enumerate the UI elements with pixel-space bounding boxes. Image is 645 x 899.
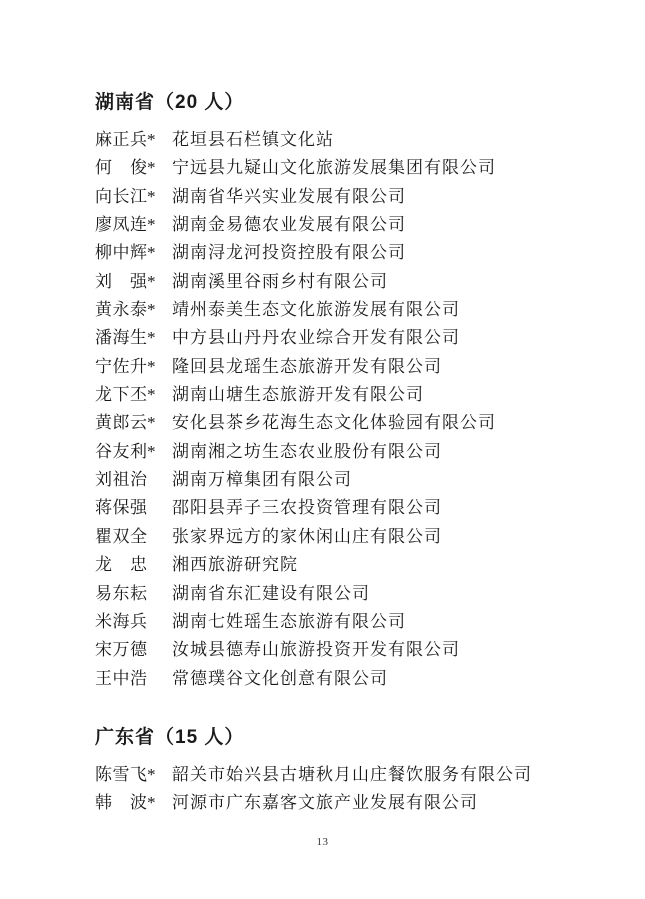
asterisk-marker: * — [147, 385, 156, 405]
list-item — [95, 409, 615, 437]
list-item — [95, 466, 615, 494]
list-item — [95, 636, 615, 664]
organization: 邵阳县弄子三农投资管理有限公司 — [172, 498, 442, 518]
asterisk-marker: * — [147, 215, 156, 235]
name-block — [95, 665, 172, 693]
asterisk-marker: * — [147, 186, 156, 206]
person-name: 龙 忠 — [95, 555, 147, 575]
name-block — [95, 789, 172, 817]
list-item — [95, 211, 615, 239]
person-name: 宋万德 — [95, 640, 147, 660]
organization: 隆回县龙瑶生态旅游开发有限公司 — [172, 356, 442, 376]
person-name: 廖凤连 — [95, 215, 147, 235]
person-name: 潘海生 — [95, 328, 147, 348]
organization: 湘西旅游研究院 — [172, 555, 298, 575]
organization: 湖南省东汇建设有限公司 — [172, 583, 370, 603]
organization: 韶关市始兴县古塘秋月山庄餐饮服务有限公司 — [172, 764, 532, 784]
name-block — [95, 183, 172, 211]
organization: 湖南万樟集团有限公司 — [172, 470, 352, 490]
name-block — [95, 126, 172, 154]
person-name: 刘 强 — [95, 271, 147, 291]
asterisk-marker: * — [147, 328, 156, 348]
person-name: 麻正兵 — [95, 130, 147, 149]
list-item — [95, 494, 615, 522]
asterisk-marker: * — [147, 413, 156, 433]
name-block — [95, 296, 172, 324]
name-block — [95, 154, 172, 182]
asterisk-marker: * — [147, 158, 156, 178]
asterisk-marker: * — [147, 441, 156, 461]
person-name: 何 俊 — [95, 158, 147, 178]
organization: 湖南山塘生态旅游开发有限公司 — [172, 385, 424, 405]
organization: 花垣县石栏镇文化站 — [172, 130, 334, 149]
organization: 常德璞谷文化创意有限公司 — [172, 668, 388, 688]
section-title-hunan: 湖南省（20 人） — [95, 92, 245, 113]
organization: 汝城县德寿山旅游投资开发有限公司 — [172, 640, 460, 660]
list-item — [95, 296, 615, 324]
name-block — [95, 551, 172, 579]
asterisk-marker: * — [147, 764, 156, 784]
name-block — [95, 466, 172, 494]
organization: 宁远县九疑山文化旅游发展集团有限公司 — [172, 158, 496, 178]
person-name: 宁佐升 — [95, 356, 147, 376]
list-item — [95, 608, 615, 636]
person-name: 刘祖治 — [95, 470, 147, 490]
list-item — [95, 580, 615, 608]
list-item — [95, 523, 615, 551]
organization: 湖南七姓瑶生态旅游有限公司 — [172, 611, 406, 631]
organization: 河源市广东嘉客文旅产业发展有限公司 — [172, 793, 478, 813]
name-block — [95, 761, 172, 789]
organization: 安化县茶乡花海生态文化体验园有限公司 — [172, 413, 496, 433]
name-block — [95, 523, 172, 551]
name-block — [95, 409, 172, 437]
list-item — [95, 381, 615, 409]
name-block — [95, 353, 172, 381]
person-name: 米海兵 — [95, 611, 147, 631]
list-item — [95, 353, 615, 381]
organization: 中方县山丹丹农业综合开发有限公司 — [172, 328, 460, 348]
list-item — [95, 665, 615, 693]
person-name: 瞿双全 — [95, 526, 147, 546]
name-block — [95, 494, 172, 522]
person-name: 黄永泰 — [95, 300, 147, 320]
list-item — [95, 268, 615, 296]
name-block — [95, 580, 172, 608]
person-name: 易东耘 — [95, 583, 147, 603]
name-block — [95, 438, 172, 466]
asterisk-marker: * — [147, 271, 156, 291]
name-block — [95, 608, 172, 636]
person-name: 向长江 — [95, 186, 147, 206]
person-name: 谷友利 — [95, 441, 147, 461]
list-item — [95, 761, 615, 789]
person-name: 陈雪飞 — [95, 764, 147, 784]
organization: 湖南省华兴实业发展有限公司 — [172, 186, 406, 206]
list-item — [95, 183, 615, 211]
asterisk-marker: * — [147, 130, 156, 149]
section-hunan — [95, 90, 615, 693]
asterisk-marker: * — [147, 793, 156, 813]
person-name: 龙下丕 — [95, 385, 147, 405]
person-name: 黄郎云 — [95, 413, 147, 433]
name-block — [95, 239, 172, 267]
organization: 湖南溪里谷雨乡村有限公司 — [172, 271, 388, 291]
name-block — [95, 381, 172, 409]
list-item — [95, 324, 615, 352]
list-item — [95, 239, 615, 267]
asterisk-marker: * — [147, 356, 156, 376]
name-block — [95, 636, 172, 664]
organization: 靖州泰美生态文化旅游发展有限公司 — [172, 300, 460, 320]
list-item — [95, 789, 615, 817]
person-name: 王中浩 — [95, 668, 147, 688]
list-item — [95, 126, 615, 154]
organization: 湖南湘之坊生态农业股份有限公司 — [172, 441, 442, 461]
person-name: 韩 波 — [95, 793, 147, 813]
name-block — [95, 211, 172, 239]
page-number: 13 — [316, 836, 329, 848]
organization: 张家界远方的家休闲山庄有限公司 — [172, 526, 442, 546]
section-guangdong — [95, 725, 615, 818]
list-item — [95, 154, 615, 182]
name-block — [95, 324, 172, 352]
asterisk-marker: * — [147, 300, 156, 320]
asterisk-marker: * — [147, 243, 156, 263]
person-name: 蒋保强 — [95, 498, 147, 518]
organization: 湖南浔龙河投资控股有限公司 — [172, 243, 406, 263]
section-title-guangdong: 广东省（15 人） — [95, 726, 245, 748]
person-name: 柳中辉 — [95, 243, 147, 263]
list-item — [95, 438, 615, 466]
name-block — [95, 268, 172, 296]
list-item — [95, 551, 615, 579]
organization: 湖南金易德农业发展有限公司 — [172, 215, 406, 235]
